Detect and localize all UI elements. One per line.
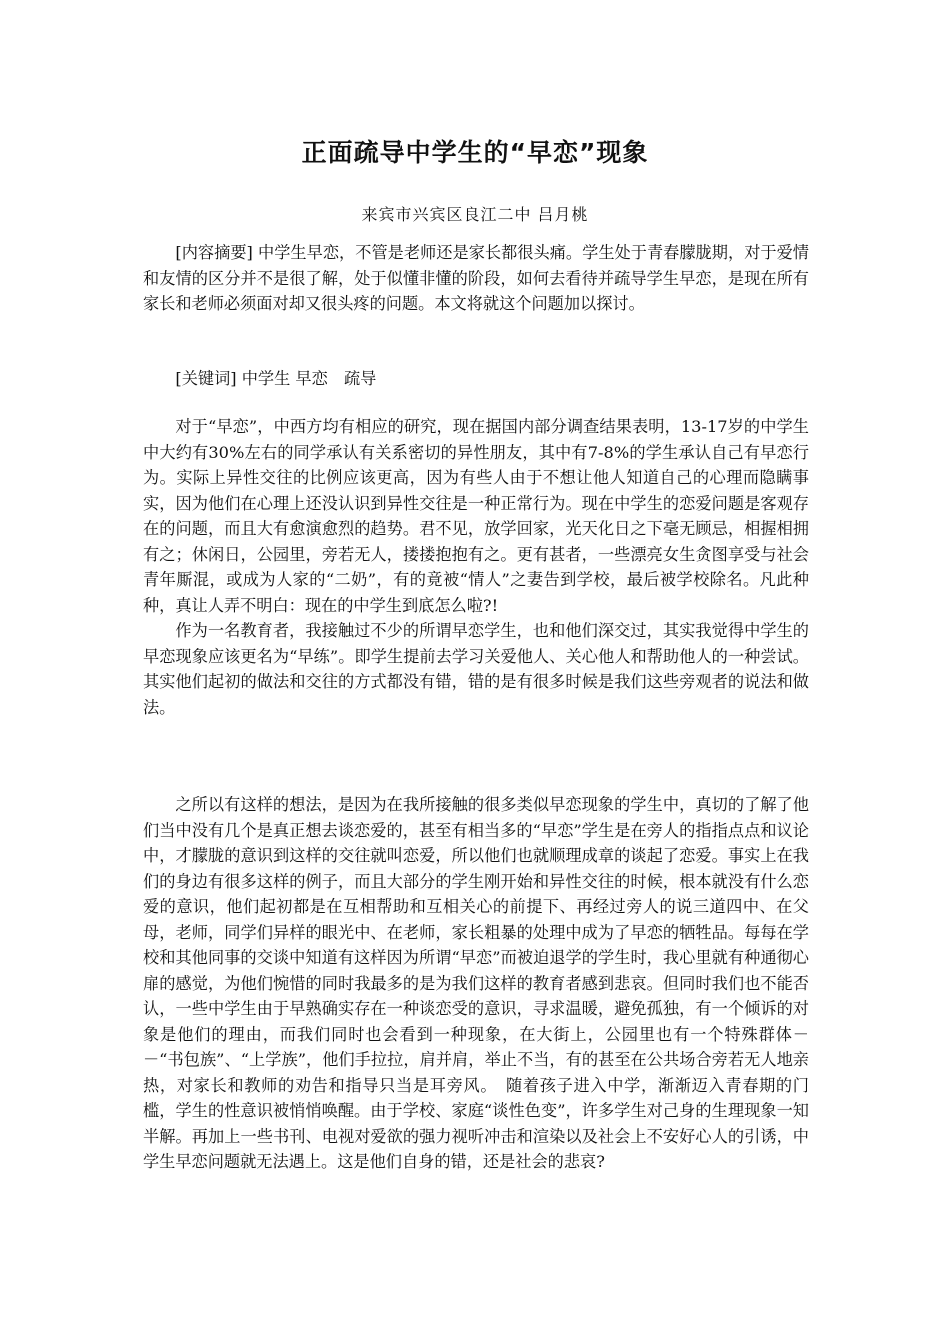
body-section-2 xyxy=(143,792,809,1175)
body-section-1 xyxy=(143,414,809,720)
body-paragraph: 作为一名教育者，我接触过不少的所谓早恋学生，也和他们深交过，其实我觉得中学生的早恋现象应该更名为“早练”。即学生提前去学习关爱他人、关心他人和帮助他人的一种尝试。其实他们起初的做法和交往的方式都没有错，错的是有很多时候是我们这些旁观者的说法和做法。 xyxy=(143,621,809,717)
author-line: 来宾市兴宾区良江二中 吕月桃 xyxy=(361,205,589,224)
body-paragraph: 对于“早恋”，中西方均有相应的研究，现在据国内部分调查结果表明，13-17岁的中学生中大约有30%左右的同学承认有关系密切的异性朋友，其中有7-8%的学生承认自己有早恋行为。实际上异性交往的比例应该更高，因为有些人由于不想让他人知道自己的心理而隐瞒事实，因为他们在心理上还没认识到异性交往是一种正常行为。现在中学生的恋爱问题是客观存在的问题，而且大有愈演愈烈的趋势。君不见，放学回家，光天化日之下毫无顾忌，相握相拥有之；休闲日，公园里，旁若无人，搂搂抱抱有之。更有甚者，一些漂亮女生贪图享受与社会青年厮混，或成为人家的“二奶”，有的竟被“情人”之妻告到学校，最后被学校除名。凡此种种，真让人弄不明白：现在的中学生到底怎么啦?! xyxy=(143,417,809,615)
abstract-section xyxy=(143,240,809,317)
keywords-paragraph: [关键词] 中学生 早恋 疏导 xyxy=(175,369,377,388)
keywords-section xyxy=(143,366,809,392)
page-title: 正面疏导中学生的“早恋”现象 xyxy=(301,138,649,167)
body-paragraph: 之所以有这样的想法，是因为在我所接触的很多类似早恋现象的学生中，真切的了解了他们当中没有几个是真正想去谈恋爱的，甚至有相当多的“早恋”学生是在旁人的指指点点和议论中，才朦胧的意识到这样的交往就叫恋爱，所以他们也就顺理成章的谈起了恋爱。事实上在我们的身边有很多这样的例子，而且大部分的学生刚开始和异性交往的时候，根本就没有什么恋爱的意识，他们起初都是在互相帮助和互相关心的前提下、再经过旁人的说三道四中、在父母，老师，同学们异样的眼光中、在老师，家长粗暴的处理中成为了早恋的牺牲品。每每在学校和其他同事的交谈中知道有这样因为所谓“早恋”而被迫退学的学生时，我心里就有种通彻心扉的感觉，为他们惋惜的同时我最多的是为我们这样的教育者感到悲哀。但同时我们也不能否认，一些中学生由于早熟确实存在一种谈恋受的意识，寻求温暖，避免孤独，有一个倾诉的对象是他们的理由，而我们同时也会看到一种现象，在大街上，公园里也有一个特殊群体－－“书包族”、“上学族”，他们手拉拉，肩并肩，举止不当，有的甚至在公共场合旁若无人地亲热，对家长和教师的劝告和指导只当是耳旁风。 随着孩子进入中学，渐渐迈入青春期的门槛，学生的性意识被悄悄唤醒。由于学校、家庭“谈性色变”，许多学生对己身的生理现象一知半解。再加上一些书刊、电视对爱欲的强力视听冲击和渲染以及社会上不安好心人的引诱，中学生早恋问题就无法遇上。这是他们自身的错，还是社会的悲哀? xyxy=(143,795,809,1171)
abstract-paragraph: [内容摘要] 中学生早恋，不管是老师还是家长都很头痛。学生处于青春朦胧期，对于爱情和友情的区分并不是很了解，处于似懂非懂的阶段，如何去看待并疏导学生早恋，是现在所有家长和老师必须面对却又很头疼的问题。本文将就这个问题加以探讨。 xyxy=(143,243,809,313)
